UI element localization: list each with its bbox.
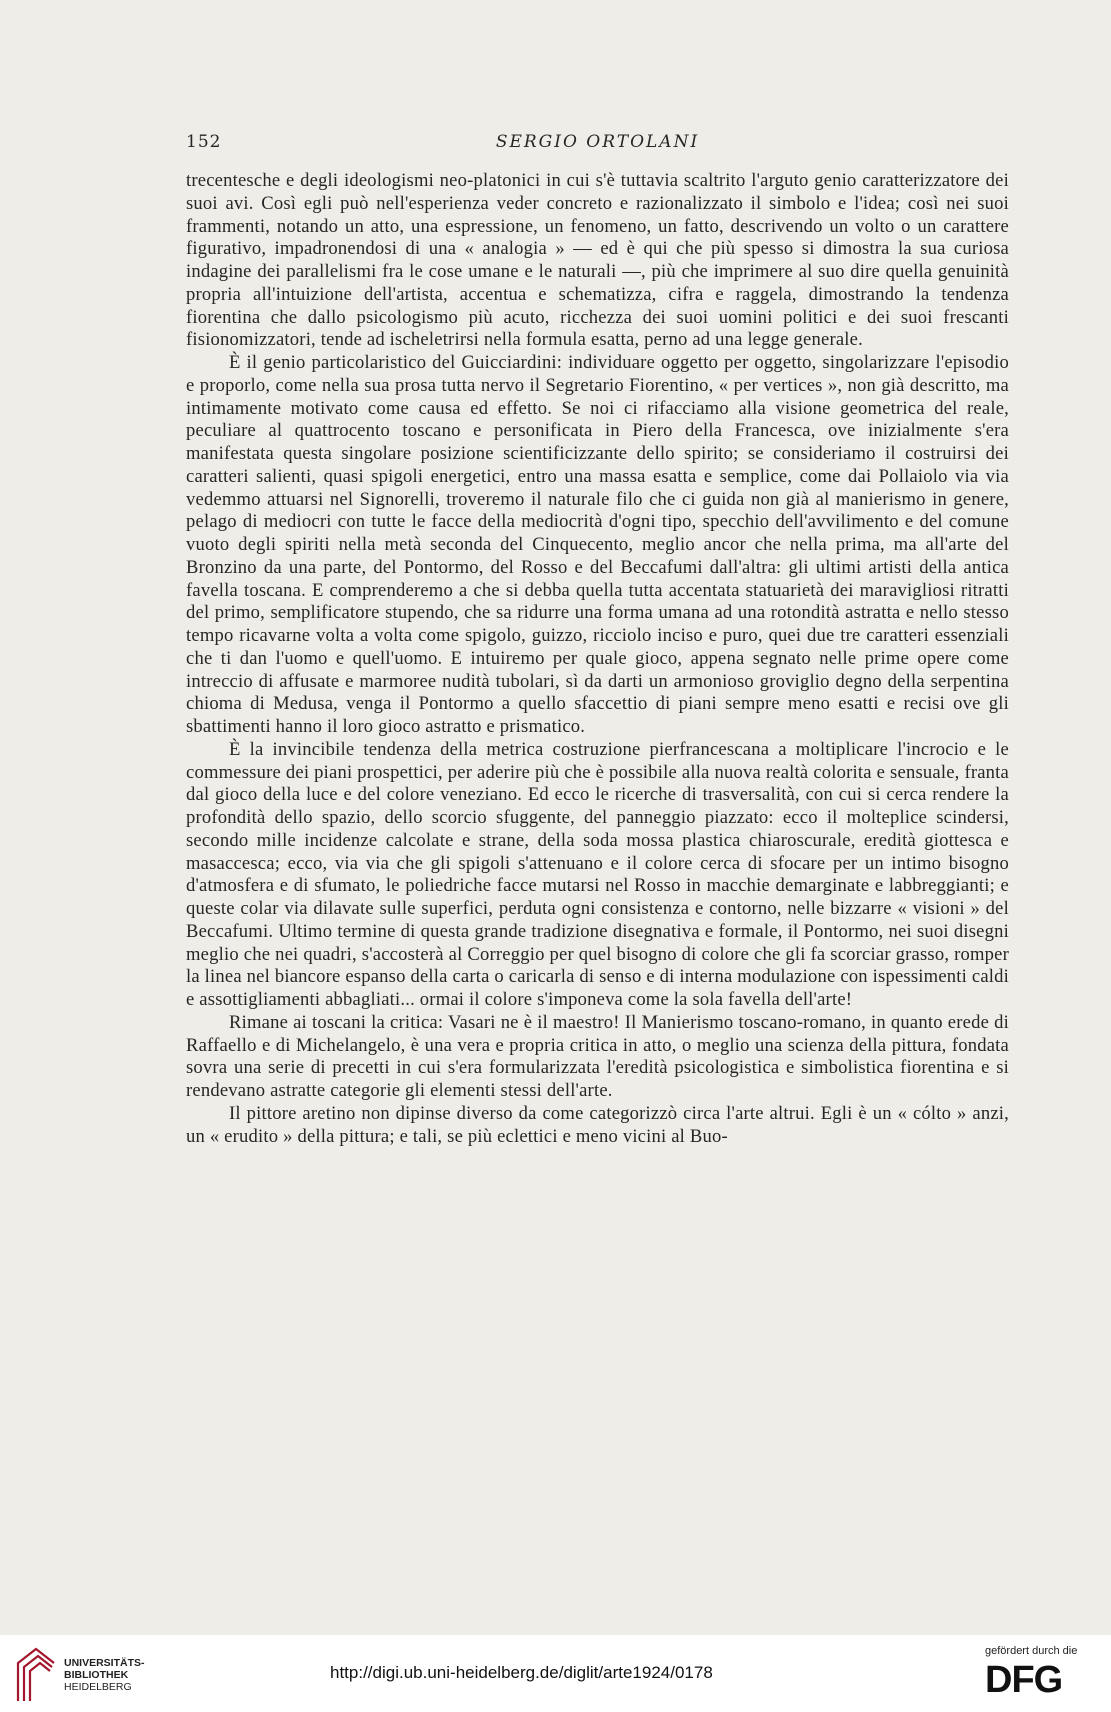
library-name: UNIVERSITÄTS- BIBLIOTHEK HEIDELBERG — [64, 1657, 145, 1693]
viewer-footer — [0, 1635, 1111, 1712]
paragraph: È la invincibile tendenza della metrica costruzione pierfrancescana a moltiplicare l'incrocio e le commessure dei piani prospettici, per aderire più che è possibile alla nuova realtà colorita e sensuale, franta dal gioco della luce e del colore veneziano. Ed ecco le ricerche di trasversalità, con cui si cerca rendere la profondità dello spazio, dello scorcio sfuggente, del panneggio piazzato: ecco il molteplice scindersi, secondo mille incidenze calcolate e strane, della soda mossa plastica chiaroscurale, eredità giottesca e masaccesca; ecco, via via che gli spigoli s'attenuano e il colore cerca di sfocare per un intimo bisogno d'atmosfera e di sfumato, le poliedriche facce mutarsi nel Rosso in macchie demarginate e labbreggianti; e queste colar via dilavate sulle superfici, perduta ogni consistenza e contorno, nelle bizzarre « visioni » del Beccafumi. Ultimo termine di questa grande tradizione disegnativa e formale, il Pontormo, nei suoi disegni meglio che nei quadri, s'accosterà al Correggio per quel bisogno di colore che gli fa scorciar grasso, romper la linea nel biancore espanso della carta o caricarla di senso e di interna modulazione con ispessimenti caldi e assottigliamenti abbagliati... ormai il colore s'imponeva come la sola favella dell'arte! — [186, 738, 1009, 1010]
paragraph: trecentesche e degli ideologismi neo-platonici in cui s'è tuttavia scaltrito l'arguto genio caratterizzatore dei suoi avi. Così egli può nell'esperienza veder concreto e razionalizzato il simbolo e l'idea; così nei suoi frammenti, notando un atto, una espressione, un fenomeno, un fatto, descrivendo un volto o un carattere figurativo, impadronendosi di una « analogia » — ed è qui che più spesso si dimostra la sua curiosa indagine dei parallelismi fra le cose umane e le naturali —, più che imprimere al suo dire quella genuinità propria all'intuizione dell'artista, accentua e schematizza, cifra e raggela, dimostrando la tendenza fiorentina che dallo psicologismo più acuto, ricchezza dei suoi uomini politici e dei suoi frescanti fisionomizzatori, tende ad ischeletrirsi nella formula esatta, perno ad una legge generale. — [186, 170, 1009, 351]
permalink-url[interactable]: http://digi.ub.uni-heidelberg.de/diglit/arte1924/0178 — [330, 1663, 713, 1682]
paragraph: Rimane ai toscani la critica: Vasari ne è il maestro! Il Manierismo toscano-romano, in quanto erede di Raffaello e di Michelangelo, è una vera e propria critica in atto, o meglio una scienza della pittura, fondata sovra una serie di precetti in cui s'era formularizzata l'eredità psicologistica e simbolistica fiorentina e si rendevano astratte categorie gli elementi stessi dell'arte. — [186, 1011, 1009, 1101]
page-number: 152 — [186, 132, 222, 152]
dfg-logo[interactable]: DFG — [985, 1659, 1063, 1701]
body-text — [186, 170, 1009, 1148]
paragraph: È il genio particolaristico del Guicciardini: individuare oggetto per oggetto, singolarizzare l'episodio e proporlo, come nella sua prosa tutta nervo il Segretario Fiorentino, « per vertices », non già descritto, ma intimamente motivato come causa ed effetto. Se noi ci rifacciamo alla visione geometrica del reale, peculiare al quattrocento toscano e personificata in Piero della Francesca, ove inizialmente s'era manifestata questa singolare posizione scientificizzante dello spirito; se consideriamo il costruirsi dei caratteri salienti, quasi spigoli energetici, entro una massa esatta e semplice, come dai Pollaiolo via via vedemmo attuarsi nel Signorelli, troveremo il naturale filo che ci guida non già al manierismo in genere, pelago di mediocri con tutte le facce della mediocrità d'ogni tipo, specchio dell'avvilimento e del comune vuoto degli spiriti nella metà seconda del Cinquecento, meglio ancor che nella prima, ma all'arte del Bronzino da una parte, del Pontormo, del Rosso e del Beccafumi dall'altra: gli ultimi artisti della antica favella toscana. E comprenderemo a che si debba quella tutta accentata statuarietà dei maravigliosi ritratti del primo, semplificatore stupendo, che sa ridurre una forma umana ad una rotondità astratta e nello stesso tempo ricavarne volta a volta come spigolo, guizzo, ricciolo inciso e puro, quei due tre caratteri essenziali che ti dan l'uomo e quell'uomo. E intuiremo per quale gioco, appena segnato nelle prime opere come intreccio di affusate e marmoree nudità tubolari, sì da darti un armonioso groviglio degno della serpentina chioma di Medusa, venga il Pontormo a quello sfaccettio di piani sempre meno esatti e recisi ove gli sbattimenti hanno il loro gioco astratto e prismatico. — [186, 352, 1009, 737]
page-header — [186, 132, 1009, 160]
university-library-logo-icon[interactable] — [14, 1643, 58, 1703]
funder-note: gefördert durch die — [985, 1645, 1078, 1657]
paragraph: Il pittore aretino non dipinse diverso da come categorizzò circa l'arte altrui. Egli è un « cólto » anzi, un « erudito » della pittura; e tali, se più eclettici e meno vicini al Buo- — [186, 1102, 1009, 1147]
running-title: SERGIO ORTOLANI — [495, 132, 700, 152]
